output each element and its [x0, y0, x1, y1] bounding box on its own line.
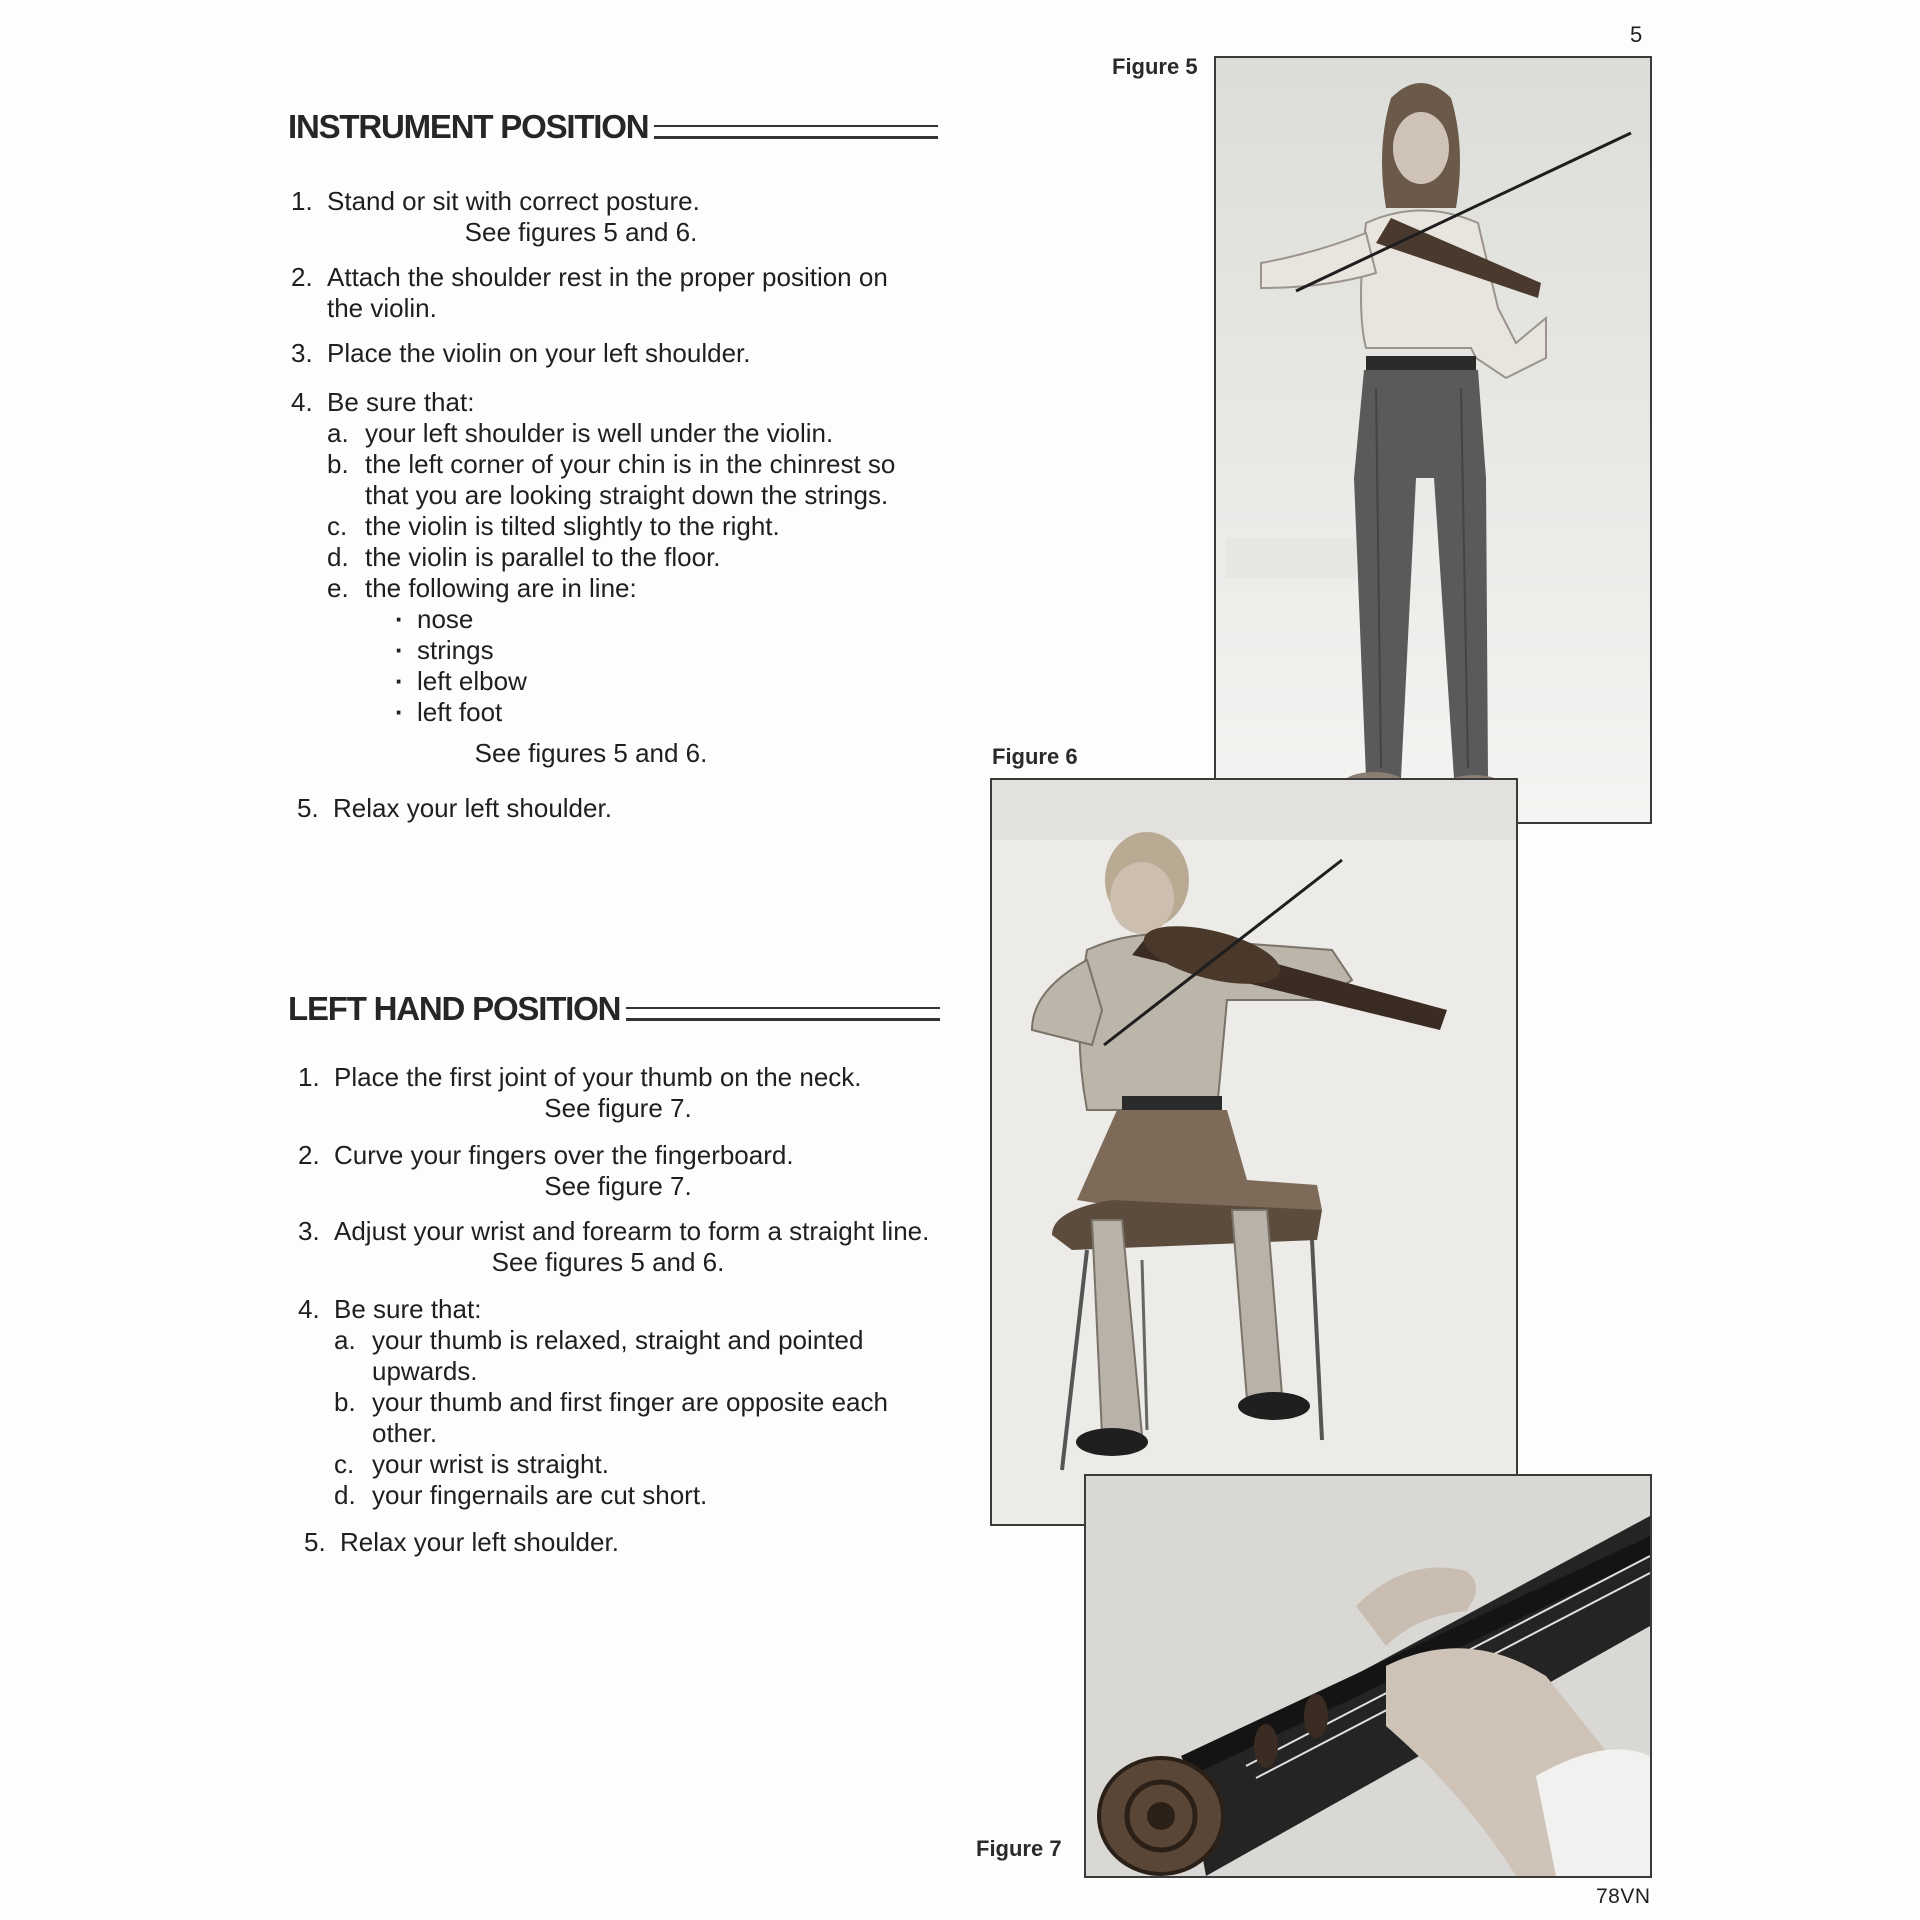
bullet-item: · strings — [395, 635, 494, 665]
sub-item: c. the violin is tilted slightly to the right. — [327, 511, 780, 541]
figure-7-photo — [1084, 1474, 1652, 1878]
instrument-position-heading — [288, 108, 938, 146]
page-number: 5 — [1630, 22, 1643, 47]
list-item: 5. Relax your left shoulder. — [297, 793, 612, 823]
figure-7-label: Figure 7 — [976, 1836, 1062, 1861]
figure-5-label: Figure 5 — [1112, 54, 1198, 79]
bullet-item: · left foot — [395, 697, 503, 727]
list-item: 2. Curve your fingers over the fingerboard. — [298, 1140, 794, 1170]
heading-rule — [626, 1007, 940, 1021]
left-hand-position-heading — [288, 990, 940, 1028]
left-hand-position-title: LEFT HAND POSITION — [288, 990, 621, 1027]
sub-item: b. the left corner of your chin is in the chinrest so that you are looking straight down the strings. — [327, 449, 896, 510]
see-figure-note: See figure 7. — [544, 1093, 692, 1123]
sub-item: b. your thumb and first finger are opposite each other. — [334, 1387, 888, 1448]
sub-item: d. your fingernails are cut short. — [334, 1480, 708, 1510]
see-figure-note: See figure 7. — [544, 1171, 692, 1201]
list-item: 3. Place the violin on your left shoulder. — [291, 338, 751, 368]
figure-6-label: Figure 6 — [992, 744, 1078, 769]
list-item: 1. Place the first joint of your thumb on the neck. — [298, 1062, 862, 1092]
see-figure-note: See figures 5 and 6. — [474, 738, 708, 768]
sub-item: c. your wrist is straight. — [334, 1449, 609, 1479]
list-item: 2. Attach the shoulder rest in the proper position on the violin. — [291, 262, 888, 323]
see-figure-note: See figures 5 and 6. — [491, 1247, 725, 1277]
see-figure-note: See figures 5 and 6. — [464, 217, 698, 247]
bullet-item: · left elbow — [395, 666, 527, 696]
list-item: 1. Stand or sit with correct posture. — [291, 186, 700, 216]
list-item: 4. Be sure that: a. your thumb is relaxed, straight and pointed upwards. b. your thumb and first finger are opposite each other. c. your wrist is straight. d. your fingernails are cut short. — [298, 1294, 938, 1511]
sub-item: a. your left shoulder is well under the violin. — [327, 418, 834, 448]
figure-5-photo — [1214, 56, 1652, 824]
heading-rule — [654, 125, 938, 139]
instrument-position-list — [291, 186, 931, 824]
figure-6-photo — [990, 778, 1518, 1526]
sub-item: d. the violin is parallel to the floor. — [327, 542, 721, 572]
list-item: 4. Be sure that: a. your left shoulder is well under the violin. b. the left corner of your chin is in the chinrest so that you are looking straight down the strings. c. the violin is tilted slightly to the right. d. the violin is parallel to the floor. e. the following are in line: · nose · strings · left elbow · left foot — [291, 387, 931, 728]
catalog-code: 78VN — [1596, 1885, 1651, 1908]
sub-item: e. the following are in line: — [327, 573, 637, 603]
left-hand-position-list — [298, 1062, 938, 1558]
instrument-position-title: INSTRUMENT POSITION — [288, 108, 649, 145]
sub-item: a. your thumb is relaxed, straight and pointed upwards. — [334, 1325, 864, 1386]
list-item: 5. Relax your left shoulder. — [304, 1527, 619, 1557]
bullet-item: · nose — [395, 604, 474, 634]
list-item: 3. Adjust your wrist and forearm to form a straight line. — [298, 1216, 930, 1246]
